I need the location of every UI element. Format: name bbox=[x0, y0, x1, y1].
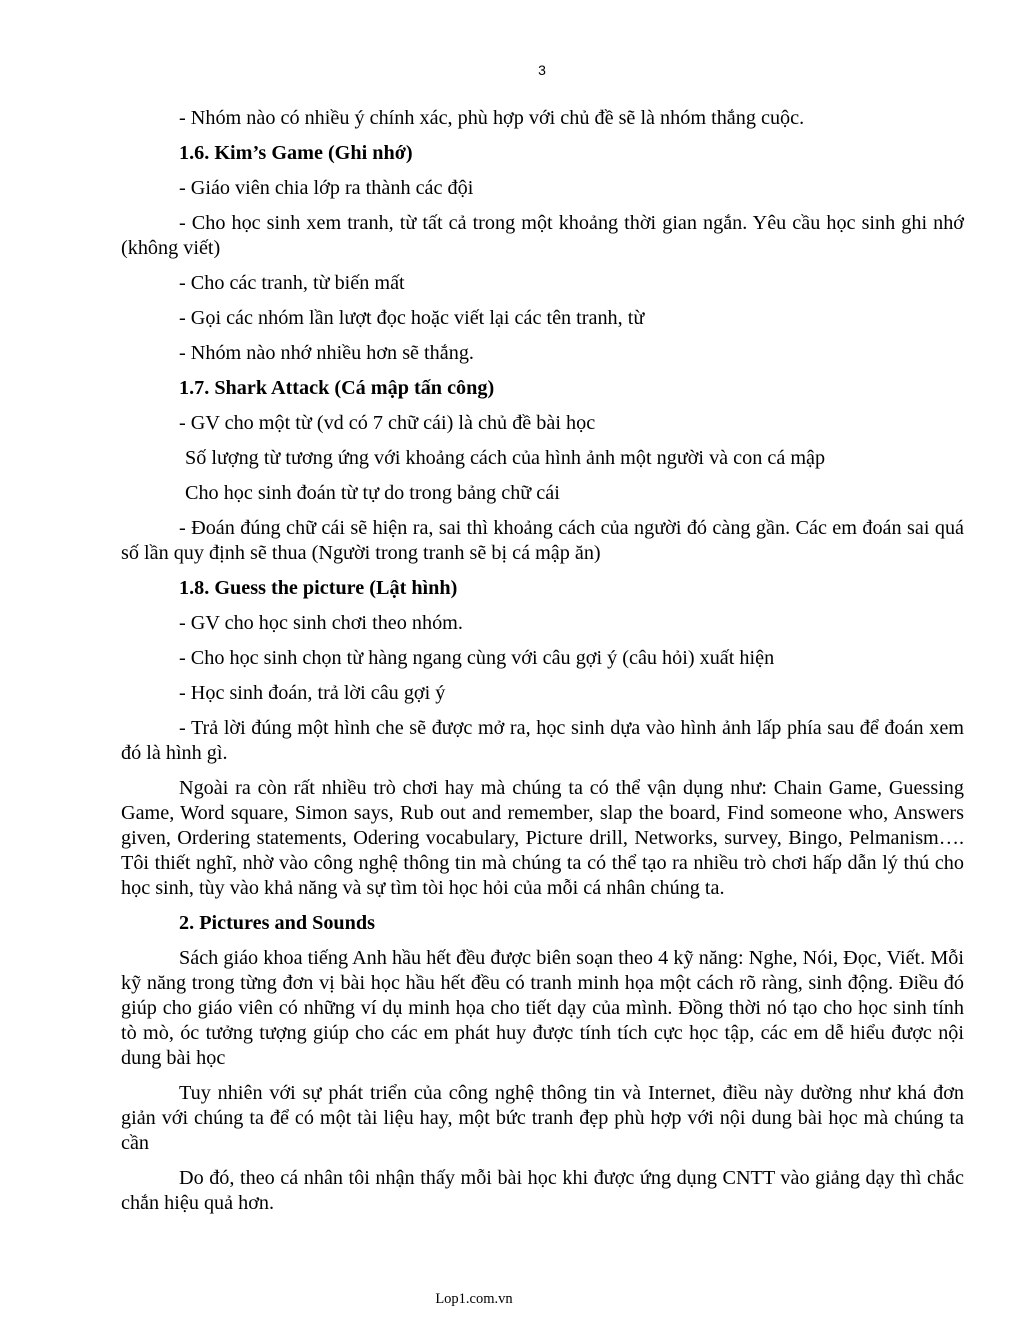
paragraph: - Cho các tranh, từ biến mất bbox=[179, 272, 405, 294]
paragraph: - GV cho học sinh chơi theo nhóm. bbox=[179, 612, 463, 634]
section-heading: 2. Pictures and Sounds bbox=[179, 912, 375, 934]
paragraph: - Nhóm nào nhớ nhiều hơn sẽ thắng. bbox=[179, 342, 474, 364]
paragraph: - Giáo viên chia lớp ra thành các đội bbox=[179, 177, 474, 199]
section-heading: 1.7. Shark Attack (Cá mập tấn công) bbox=[179, 377, 495, 399]
document-body bbox=[121, 106, 964, 1226]
section-heading: 1.6. Kim’s Game (Ghi nhớ) bbox=[179, 142, 413, 164]
page-number: 3 bbox=[538, 62, 546, 78]
footer-source: Lop1.com.vn bbox=[435, 1291, 513, 1307]
paragraph: Cho học sinh đoán từ tự do trong bảng chữ cái bbox=[185, 482, 560, 504]
paragraph: Số lượng từ tương ứng với khoảng cách của hình ảnh một người và con cá mập bbox=[185, 447, 826, 469]
paragraph: - Trả lời đúng một hình che sẽ được mở ra, học sinh dựa vào hình ảnh lấp phía sau để đoán xem đó là hình gì. bbox=[121, 717, 964, 764]
paragraph: - Gọi các nhóm lần lượt đọc hoặc viết lại các tên tranh, từ bbox=[179, 307, 645, 329]
paragraph: - Cho học sinh xem tranh, từ tất cả trong một khoảng thời gian ngắn. Yêu cầu học sinh ghi nhớ (không viết) bbox=[121, 212, 964, 259]
paragraph: - Nhóm nào có nhiều ý chính xác, phù hợp với chủ đề sẽ là nhóm thắng cuộc. bbox=[179, 107, 805, 129]
paragraph: Ngoài ra còn rất nhiều trò chơi hay mà chúng ta có thể vận dụng như: Chain Game, Guessing Game, Word square, Simon says, Rub out and remember, slap the board, Find someone who, Answers given, Ordering statements, Odering vocabulary, Picture drill, Networks, survey, Bingo, Pelmanism…. Tôi thiết nghĩ, nhờ vào công nghệ thông tin mà chúng ta có thể tạo ra nhiều trò chơi hấp dẫn lý thú cho học sinh, tùy vào khả năng và sự tìm tòi học hỏi của mỗi cá nhân chúng ta. bbox=[121, 777, 964, 899]
paragraph: Do đó, theo cá nhân tôi nhận thấy mỗi bài học khi được ứng dụng CNTT vào giảng dạy thì chắc chắn hiệu quả hơn. bbox=[121, 1167, 964, 1214]
paragraph: - GV cho một từ (vd có 7 chữ cái) là chủ đề bài học bbox=[179, 412, 596, 434]
section-heading: 1.8. Guess the picture (Lật hình) bbox=[179, 577, 458, 599]
paragraph: - Cho học sinh chọn từ hàng ngang cùng với câu gợi ý (câu hỏi) xuất hiện bbox=[179, 647, 775, 669]
paragraph: Sách giáo khoa tiếng Anh hầu hết đều được biên soạn theo 4 kỹ năng: Nghe, Nói, Đọc, Viết. Mỗi kỹ năng trong từng đơn vị bài học hầu hết đều có tranh minh họa một cách rõ ràng, sinh động. Điều đó giúp cho giáo viên có những ví dụ minh họa cho tiết dạy của mình. Đồng thời nó tạo cho học sinh tính tò mò, óc tưởng tượng giúp cho các em phát huy được tính tích cực học tập, các em dễ hiểu được nội dung bài học bbox=[121, 947, 964, 1069]
paragraph: - Đoán đúng chữ cái sẽ hiện ra, sai thì khoảng cách của người đó càng gần. Các em đoán sai quá số lần quy định sẽ thua (Người trong tranh sẽ bị cá mập ăn) bbox=[121, 517, 964, 564]
paragraph: Tuy nhiên với sự phát triển của công nghệ thông tin và Internet, điều này dường như khá đơn giản với chúng ta để có một tài liệu hay, một bức tranh đẹp phù hợp với nội dung bài học mà chúng ta cần bbox=[121, 1082, 964, 1154]
paragraph: - Học sinh đoán, trả lời câu gợi ý bbox=[179, 682, 446, 704]
